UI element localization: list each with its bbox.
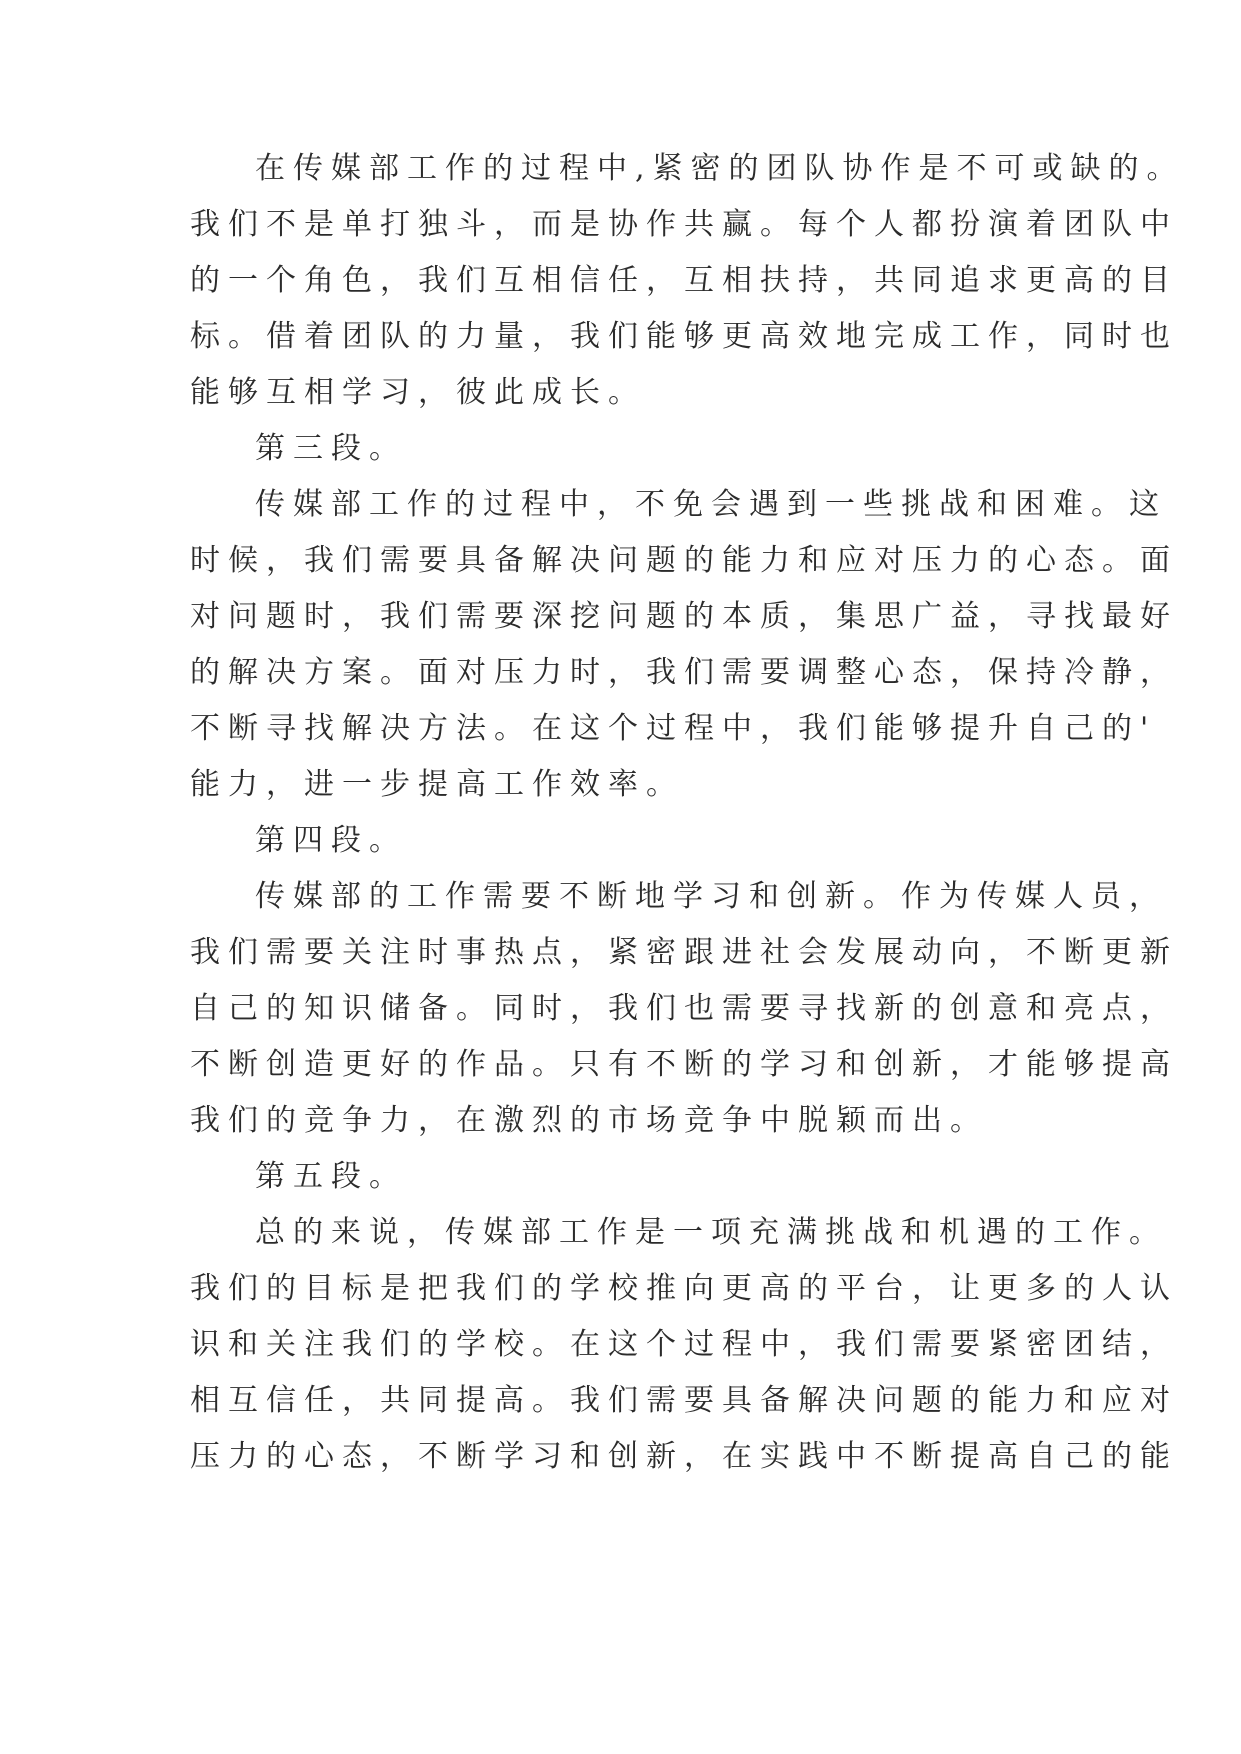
text-line: 我们不是单打独斗，而是协作共赢。每个人都扮演着团队中 <box>190 207 1178 242</box>
text-line: 能够互相学习，彼此成长。 <box>190 375 646 410</box>
text-line: 的一个角色，我们互相信任，互相扶持，共同追求更高的目 <box>190 263 1178 298</box>
text-line: 不断寻找解决方法。在这个过程中，我们能够提升自己的' <box>190 711 1157 746</box>
text-line: 时候，我们需要具备解决问题的能力和应对压力的心态。面 <box>190 543 1178 578</box>
text-line: 我们需要关注时事热点，紧密跟进社会发展动向，不断更新 <box>190 935 1178 970</box>
text-line: 传媒部工作的过程中，不免会遇到一些挑战和困难。这 <box>255 487 1167 522</box>
text-line: 压力的心态，不断学习和创新，在实践中不断提高自己的能 <box>190 1439 1178 1474</box>
text-line: 自己的知识储备。同时，我们也需要寻找新的创意和亮点， <box>190 991 1178 1026</box>
text-line: 我们的目标是把我们的学校推向更高的平台，让更多的人认 <box>190 1271 1178 1306</box>
text-line: 对问题时，我们需要深挖问题的本质，集思广益，寻找最好 <box>190 599 1178 634</box>
section-heading: 第三段。 <box>255 431 407 466</box>
text-line: 能力，进一步提高工作效率。 <box>190 767 684 802</box>
text-line: 不断创造更好的作品。只有不断的学习和创新，才能够提高 <box>190 1047 1178 1082</box>
text-line: 标。借着团队的力量，我们能够更高效地完成工作，同时也 <box>190 319 1178 354</box>
text-line: 我们的竞争力，在激烈的市场竞争中脱颖而出。 <box>190 1103 988 1138</box>
text-line: 在传媒部工作的过程中,紧密的团队协作是不可或缺的。 <box>255 151 1185 186</box>
section-heading: 第四段。 <box>255 823 407 858</box>
text-line: 识和关注我们的学校。在这个过程中，我们需要紧密团结， <box>190 1327 1178 1362</box>
text-line: 总的来说，传媒部工作是一项充满挑战和机遇的工作。 <box>255 1215 1167 1250</box>
text-line: 相互信任，共同提高。我们需要具备解决问题的能力和应对 <box>190 1383 1178 1418</box>
text-line: 传媒部的工作需要不断地学习和创新。作为传媒人员， <box>255 879 1167 914</box>
text-line: 的解决方案。面对压力时，我们需要调整心态，保持冷静， <box>190 655 1178 690</box>
section-heading: 第五段。 <box>255 1159 407 1194</box>
